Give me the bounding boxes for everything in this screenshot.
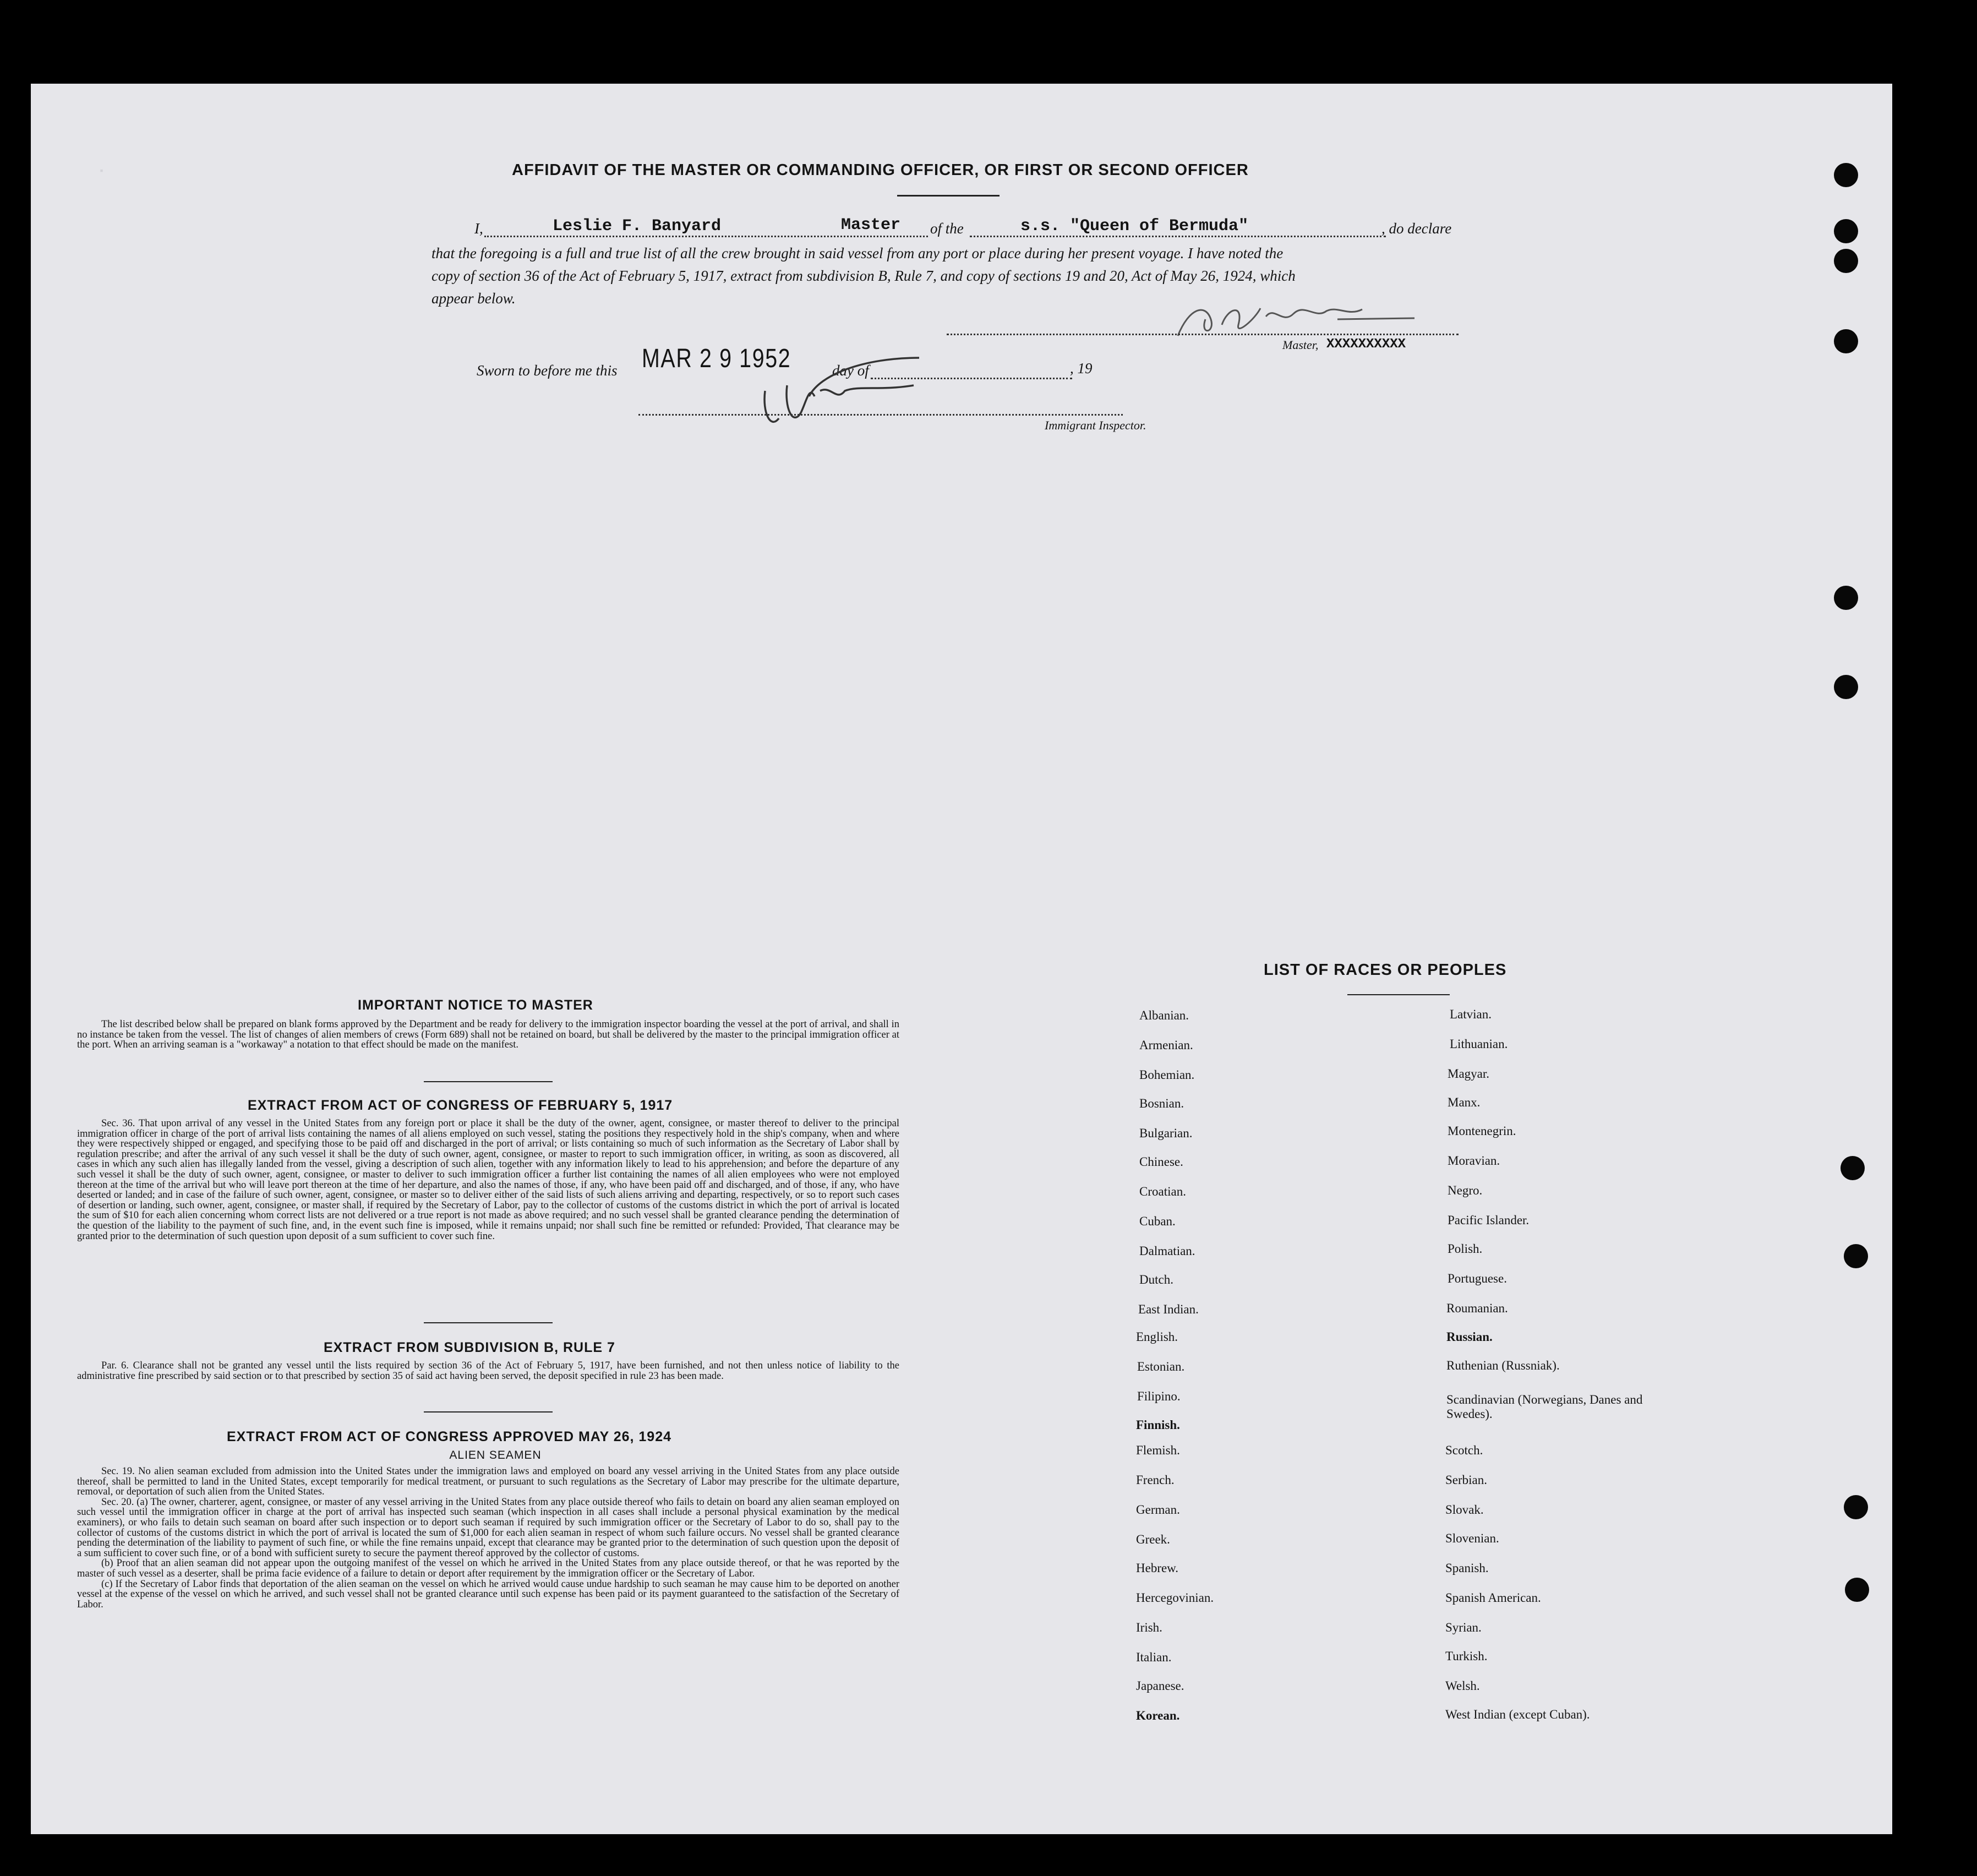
section-rule: [424, 1081, 553, 1082]
punch-hole: [1834, 329, 1858, 353]
inspector-signature-line: [638, 414, 1123, 416]
vessel-name: s.s. "Queen of Bermuda": [1020, 217, 1249, 236]
race-item: Bosnian.: [1139, 1097, 1184, 1110]
race-item: Korean.: [1136, 1709, 1180, 1722]
year-prefix: , 19: [1070, 360, 1093, 377]
race-item: Scotch.: [1445, 1443, 1483, 1457]
of-the-label: of the: [930, 220, 964, 237]
race-item: Filipino.: [1137, 1389, 1181, 1403]
extract-1917-title: EXTRACT FROM ACT OF CONGRESS OF FEBRUARY 5, 1917: [248, 1098, 673, 1113]
race-item: Armenian.: [1139, 1038, 1193, 1052]
master-signature: [1172, 286, 1426, 341]
i-label: I,: [474, 220, 483, 237]
declaration-line-3: copy of section 36 of the Act of February 5, 1917, extract from subdivision B, Rule 7, and copy of sections 19 and 20, Act of May 26, 1924, which: [432, 268, 1296, 284]
notice-title: IMPORTANT NOTICE TO MASTER: [358, 997, 593, 1013]
rule-7-title: EXTRACT FROM SUBDIVISION B, RULE 7: [324, 1340, 615, 1355]
race-item: Lithuanian.: [1450, 1037, 1508, 1051]
alien-seamen-subtitle: ALIEN SEAMEN: [449, 1449, 542, 1461]
vessel-line: [970, 236, 1386, 237]
race-item: English.: [1136, 1330, 1178, 1344]
section-20a-paragraph: Sec. 20. (a) The owner, charterer, agent, consignee, or master of any vessel arriving in the United States from any place outside thereof who fails to detain on board any alien seaman employed on such vessel until the immigration officer in charge at the port of arrival has inspected such seaman (which inspection in all cases shall include a personal physical examination by the medical examiners), or who fails to detain such seaman on board after such inspection or to deport such seaman if required by such immigration officer or the Secretary of Labor to do so, shall pay to the collector of customs of the customs district in which the port of arrival is located the sum of $1,000 for each alien seaman in respect of whom such failure occurs. No vessel shall be granted clearance pending the determination of the liability to payment of such fine, or while the fine remains unpaid, except that clearance may be granted prior to the determination of such question upon the deposit of a sum sufficient to cover such fine, or of a bond with sufficient surety to secure the payment thereof approved by the collector of customs.: [77, 1496, 899, 1559]
punch-hole: [1834, 586, 1858, 610]
race-item: Croatian.: [1139, 1185, 1186, 1198]
race-item: Syrian.: [1445, 1621, 1482, 1634]
name-line: [484, 236, 928, 237]
race-item: Dalmatian.: [1139, 1244, 1195, 1258]
race-item: Dutch.: [1139, 1273, 1173, 1286]
race-item: French.: [1136, 1473, 1175, 1487]
master-signature-line: [947, 334, 1459, 335]
race-item: Irish.: [1136, 1621, 1162, 1634]
declaration-line-4: appear below.: [432, 290, 516, 307]
race-item: Japanese.: [1136, 1679, 1184, 1693]
rule-7-paragraph: Par. 6. Clearance shall not be granted any vessel until the lists required by section 36 of the Act of February 5, 1917, have been furnished, and not then unless notice of liability to the administrative fine prescribed by said section or to that prescribed by section 35 of said act having been served, the deposit specified in rule 23 has been made.: [77, 1360, 899, 1382]
race-item: Spanish.: [1445, 1561, 1489, 1575]
day-of-label: day of: [832, 362, 869, 379]
race-item: Albanian.: [1139, 1008, 1189, 1022]
race-item: Russian.: [1446, 1330, 1493, 1344]
race-item: Slovak.: [1445, 1503, 1484, 1517]
race-item: Polish.: [1448, 1242, 1483, 1256]
affidavit-title: AFFIDAVIT OF THE MASTER OR COMMANDING OFFICER, OR FIRST OR SECOND OFFICER: [512, 161, 1249, 179]
race-item: Cuban.: [1139, 1214, 1176, 1228]
race-item: Negro.: [1448, 1184, 1483, 1197]
race-item: Magyar.: [1448, 1067, 1490, 1081]
punch-hole: [1834, 675, 1858, 699]
race-item: Chinese.: [1139, 1155, 1183, 1169]
races-title-rule: [1347, 994, 1450, 995]
master-caption: Master,: [1282, 338, 1319, 352]
rule-7-body: [77, 1361, 899, 1381]
rank-value: Master: [841, 216, 901, 234]
bleed-through-mark: ᐧ: [98, 160, 105, 187]
race-item: Flemish.: [1136, 1443, 1180, 1457]
extract-1917-paragraph: Sec. 36. That upon arrival of any vessel in the United States from any foreign port or place it shall be the duty of the owner, agent, consignee, or master thereof to deliver to the principal immigration officer in charge of the port of arrival lists containing the names of all aliens employed on such vessel, stating the positions they respectively hold in the ship's company, when and where they were respectively shipped or engaged, and specifying those to be paid off and discharged in the port of arrival; or lists containing so much of such information as the Secretary of Labor shall by regulation prescribe; and after the arrival of any such vessel it shall be the duty of such owner, agent, consignee, or master to report to such immigration officer, in writing, as soon as discovered, all cases in which any such alien has illegally landed from the vessel, giving a description of such alien, together with any information likely to lead to his apprehension; and before the departure of any such vessel it shall be the duty of such owner, agent, consignee, or master to deliver to such immigration officer a further list containing the names of all alien employees who were not employed thereon at the time of the arrival but who will leave port thereon at the time of her departure, and also the names of those, if any, who have been paid off and discharged, and of those, if any, who have deserted or landed; and in case of the failure of such owner, agent, consignee, or master so to deliver either of the said lists of such aliens arriving and departing, respectively, or so to report such cases of desertion or landing, such owner, agent, consignee, or master shall, if required by the Secretary of Labor, pay to the collector of customs of the customs district in which the port of arrival is located the sum of $10 for each alien concerning whom correct lists are not delivered or a true report is not made as above required; and no such vessel shall be granted clearance pending the determination of the question of the liability to the payment of such fine, and, in the event such fine is imposed, while it remains unpaid; nor shall such fine be remitted or refunded: Provided, That clearance may be granted prior to the determination of such question upon deposit of a sum sufficient to cover such fine.: [77, 1118, 899, 1242]
race-item: East Indian.: [1138, 1302, 1199, 1316]
race-item: Italian.: [1136, 1650, 1172, 1664]
race-item: Slovenian.: [1445, 1531, 1499, 1545]
races-title: LIST OF RACES OR PEOPLES: [1264, 961, 1507, 979]
extract-1917-body: [77, 1119, 899, 1241]
inspector-signature: [754, 352, 930, 435]
race-item: Finnish.: [1136, 1418, 1180, 1432]
race-item: Bohemian.: [1139, 1068, 1195, 1082]
punch-hole: [1834, 163, 1858, 187]
race-item: West Indian (except Cuban).: [1445, 1708, 1590, 1721]
punch-hole: [1844, 1244, 1868, 1268]
punch-hole: [1834, 249, 1858, 273]
section-19-paragraph: Sec. 19. No alien seaman excluded from admission into the United States under the immigration laws and employed on board any vessel arriving in the United States from any place outside thereof, shall be permitted to land in the United States, except temporarily for medical treatment, or pursuant to such regulations as the Secretary of Labor may prescribe for the ultimate departure, removal, or deportation of such alien from the United States.: [77, 1466, 899, 1498]
race-item: Serbian.: [1445, 1473, 1488, 1487]
race-item: Turkish.: [1445, 1649, 1488, 1663]
punch-hole: [1845, 1578, 1869, 1602]
declaration-line-2: that the foregoing is a full and true list of all the crew brought in said vessel from any port or place during her present voyage. I have noted the: [432, 245, 1284, 261]
race-item: Pacific Islander.: [1448, 1213, 1530, 1227]
race-item: Latvian.: [1450, 1007, 1492, 1021]
section-rule: [424, 1322, 553, 1323]
race-item: Scandinavian (Norwegians, Danes and Swedes).: [1446, 1393, 1643, 1421]
race-item: German.: [1136, 1503, 1180, 1517]
notice-paragraph: The list described below shall be prepared on blank forms approved by the Department and be ready for delivery to the immigration inspector boarding the vessel at the port of arrival, and shall in no instance be taken from the vessel. The list of changes of alien members of crews (Form 689) shall not be retained on board, but shall be delivered by the master to the principal immigration officer at the port. When an arriving seaman is a "workaway" a notation to that effect should be made on the manifest.: [77, 1019, 899, 1051]
punch-hole: [1844, 1495, 1868, 1519]
struck-out-text: XXXXXXXXXX: [1326, 337, 1406, 352]
race-item: Greek.: [1136, 1533, 1170, 1546]
race-item: Hebrew.: [1136, 1561, 1179, 1575]
race-item: Welsh.: [1445, 1679, 1480, 1693]
race-item: Moravian.: [1448, 1154, 1500, 1168]
extract-1924-body: [77, 1466, 899, 1610]
race-item: Hercegovinian.: [1136, 1591, 1214, 1605]
race-item: Montenegrin.: [1448, 1124, 1516, 1138]
notice-body: [77, 1019, 899, 1050]
race-item: Roumanian.: [1446, 1301, 1508, 1315]
race-item: Spanish American.: [1445, 1591, 1541, 1605]
punch-hole: [1834, 219, 1858, 243]
race-item: Portuguese.: [1448, 1272, 1507, 1285]
race-item: Ruthenian (Russniak).: [1446, 1359, 1560, 1372]
inspector-caption: Immigrant Inspector.: [1045, 418, 1146, 432]
section-20b-paragraph: (b) Proof that an alien seaman did not appear upon the outgoing manifest of the vessel on which he arrived in the United States from any place outside thereof, or that he was reported by the master of such vessel as a deserter, shall be prima facie evidence of a failure to detain or deport after requirement by the immigration officer or the Secretary of Labor.: [77, 1558, 899, 1579]
race-item: Manx.: [1448, 1095, 1481, 1109]
sworn-label: Sworn to before me this: [477, 362, 618, 379]
section-rule: [424, 1411, 553, 1413]
title-rule: [897, 195, 1000, 197]
section-20c-paragraph: (c) If the Secretary of Labor finds that deportation of the alien seaman on the vessel on which he arrived would cause undue hardship to such seaman he may cause him to be deported on another vessel at the expense of the vessel on which he arrived, and such vessel shall not be granted clearance until such expense has been paid or its payment guaranteed to the satisfaction of the Secretary of Labor.: [77, 1578, 899, 1610]
punch-hole: [1841, 1156, 1865, 1180]
master-name: Leslie F. Banyard: [553, 217, 722, 236]
extract-1924-title: EXTRACT FROM ACT OF CONGRESS APPROVED MAY 26, 1924: [227, 1429, 672, 1444]
race-item: Estonian.: [1137, 1360, 1185, 1373]
do-declare-label: , do declare: [1381, 220, 1452, 237]
date-stamp: MAR 2 9 1952: [642, 344, 791, 373]
race-item: Bulgarian.: [1139, 1126, 1193, 1140]
